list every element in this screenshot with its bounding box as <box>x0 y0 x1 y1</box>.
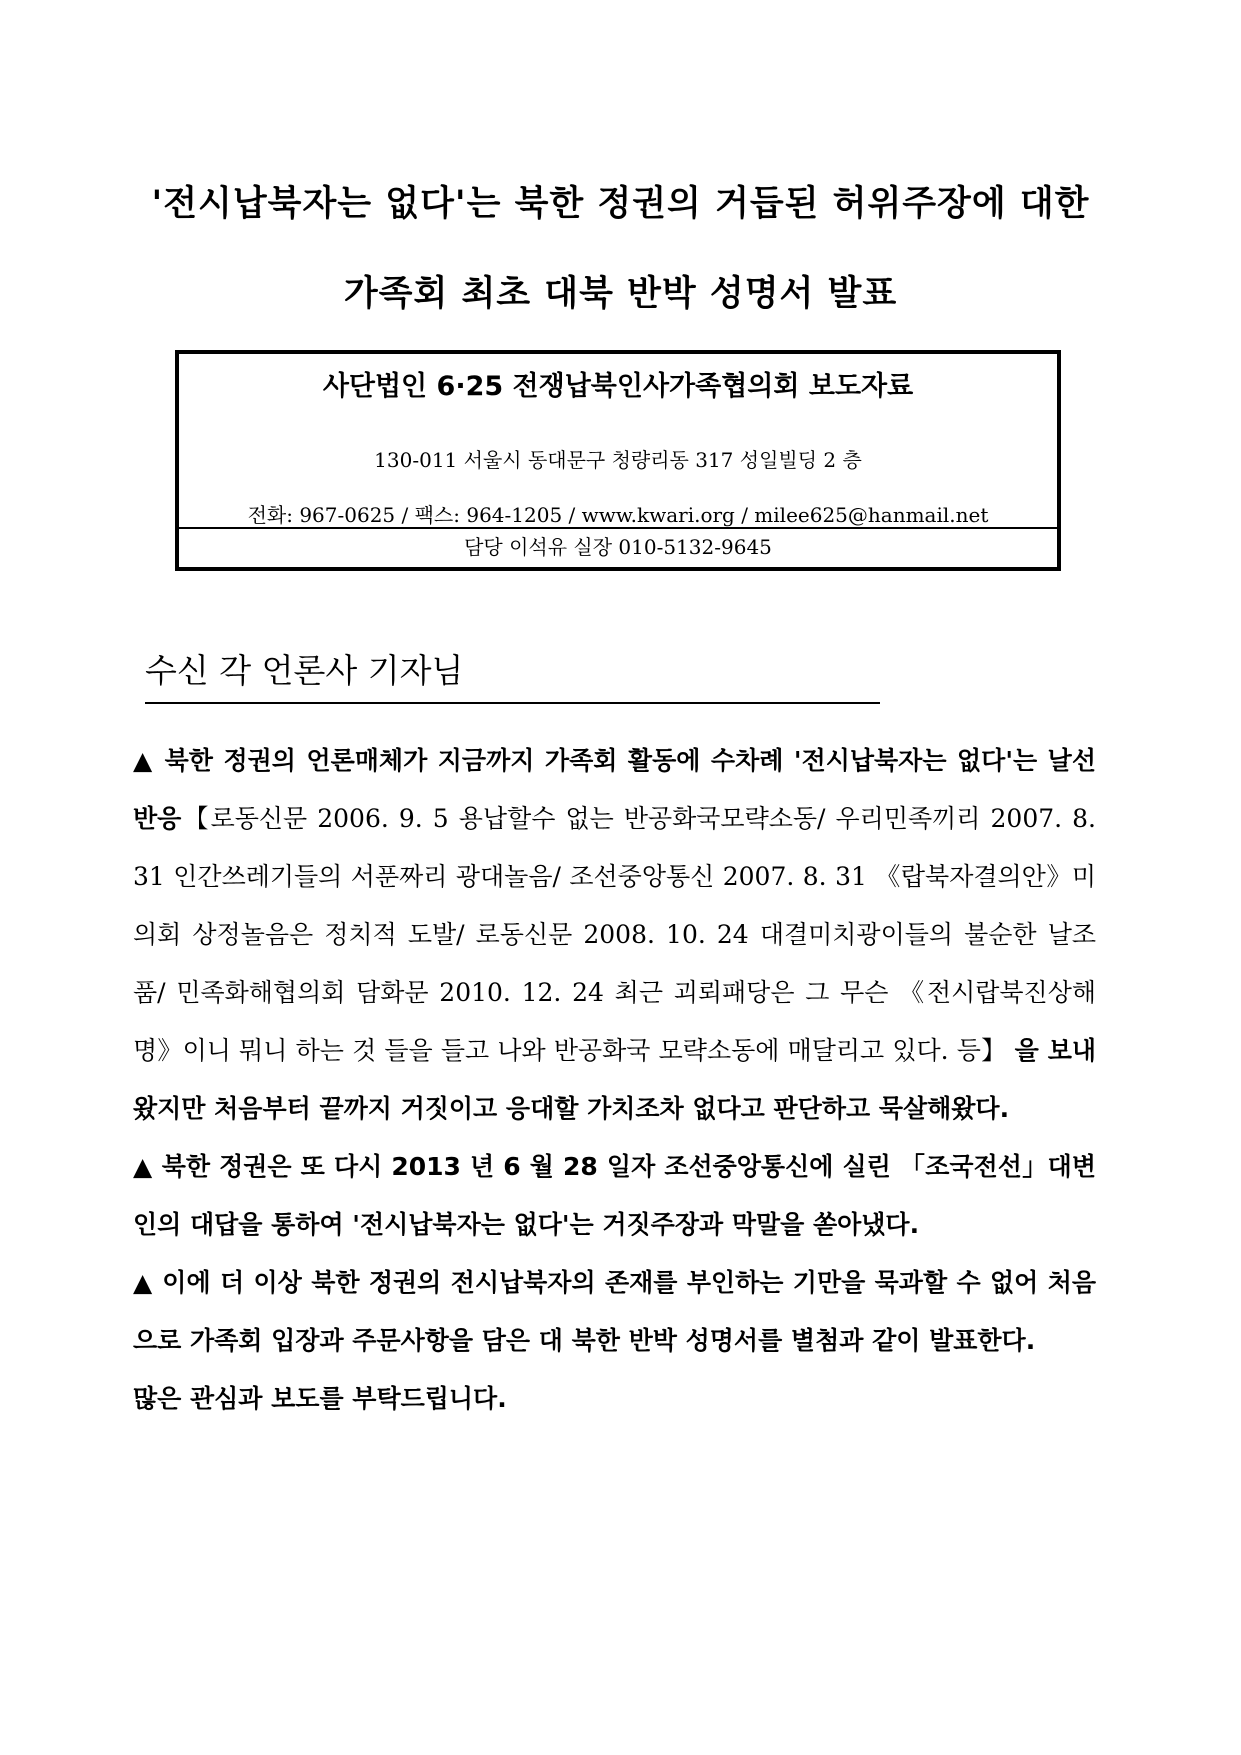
title-line-2: 가족회 최초 대북 반박 성명서 발표 <box>343 274 898 314</box>
paragraph-2-text: ▲ 북한 정권은 또 다시 2013 년 6 월 28 일자 조선중앙통신에 실린 「조국전선」대변인의 대답을 통하여 '전시납북자는 없다'는 거짓주장과 막말을 쏟아냈다. <box>133 1152 1096 1239</box>
contact-person: 담당 이석유 실장 010-5132-9645 <box>464 535 772 559</box>
paragraph-2 <box>133 1138 1096 1254</box>
paragraph-1-bold-tail: 을 보내왔지만 처음부터 끝까지 거짓이고 응대할 가치조차 없다고 판단하고 묵살해왔다. <box>133 1036 1096 1123</box>
title-line-1: '전시납북자는 없다'는 북한 정권의 거듭된 허위주장에 대한 <box>151 184 1090 224</box>
paragraph-1 <box>133 732 1096 1138</box>
paragraph-3 <box>133 1254 1096 1370</box>
body-text <box>133 732 1096 1428</box>
paragraph-4 <box>133 1370 1096 1428</box>
box-divider <box>179 527 1057 529</box>
organization-contact: 전화: 967-0625 / 팩스: 964-1205 / www.kwari.org / milee625@hanmail.net <box>247 503 989 527</box>
recipient-heading: 수신 각 언론사 기자님 <box>145 645 880 704</box>
organization-name: 사단법인 6·25 전쟁납북인사가족협의회 보도자료 <box>322 371 914 402</box>
press-release-box <box>175 350 1061 571</box>
paragraph-1-bold-lead: ▲ 북한 정권의 언론매체가 지금까지 가족회 활동에 수차례 '전시납북자는 없다'는 날선 반응 <box>133 746 1096 833</box>
paragraph-4-text: 많은 관심과 보도를 부탁드립니다. <box>133 1384 507 1413</box>
paragraph-3-text: ▲ 이에 더 이상 북한 정권의 전시납북자의 존재를 부인하는 기만을 묵과할 수 없어 처음으로 가족회 입장과 주문사항을 담은 대 북한 반박 성명서를 별첨과 같이 발표한다. <box>133 1268 1096 1355</box>
paragraph-1-citations: 【로동신문 2006. 9. 5 용납할수 없는 반공화국모략소동/ 우리민족끼리 2007. 8. 31 인간쓰레기들의 서푼짜리 광대놀음/ 조선중앙통신 2007. 8. 31 《랍북자결의안》미 의회 상정놀음은 정치적 도발/ 로동신문 2008. 10. 24 대결미치광이들의 불순한 날조품/ 민족화해협의회 담화문 2010. 12. 24 최근 괴뢰패당은 그 무슨 《전시랍북진상해명》이니 뭐니 하는 것 들을 들고 나와 반공화국 모략소동에 매달리고 있다. 등】 <box>133 804 1096 1065</box>
organization-address: 130-011 서울시 동대문구 청량리동 317 성일빌딩 2 층 <box>374 448 862 472</box>
